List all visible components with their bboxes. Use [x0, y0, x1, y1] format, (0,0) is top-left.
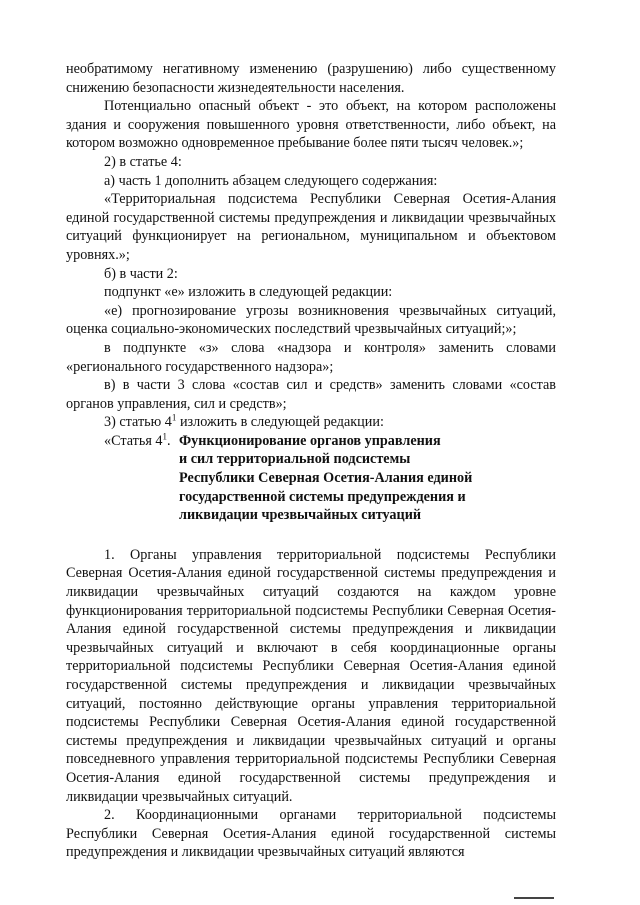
paragraph-quote-forecast: «е) прогнозирование угрозы возникновения чрезвычайных ситуаций, оценка социально-экономических последствий чрезвычайных ситуаций;»; [66, 302, 556, 338]
paragraph-item-2a: а) часть 1 дополнить абзацем следующего содержания: [104, 172, 438, 189]
article-title-line: Функционирование органов управления [179, 432, 441, 449]
paragraph-item-3: 3) статью $4^1$ изложить в следующей редакции: [104, 412, 384, 431]
article-heading [66, 432, 556, 525]
paragraph-item-2b: б) в части 2: [104, 265, 178, 282]
paragraph-continuation: необратимому негативному изменению (разрушению) либо существенному снижению безопасности жизнедеятельности населения. [66, 61, 556, 96]
paragraph-hazardous-object: Потенциально опасный объект - это объект, на котором расположены здания и сооружения повышенного уровня ответственности, либо объект, на котором возможно одновременное пребывание более пяти тысяч человек.»; [66, 98, 556, 152]
paragraph-item-2v: в) в части 3 слова «состав сил и средств» заменить словами «состав органов управления, сил и средств»; [66, 377, 556, 412]
paragraph-subitem-z: в подпункте «з» слова «надзора и контроля» заменить словами «регионального государственного надзора»; [66, 339, 556, 375]
article-title-line: Республики Северная Осетия-Алания единой [179, 470, 473, 487]
article-title-line: ликвидации чрезвычайных ситуаций [179, 507, 422, 524]
article-title-line: государственной системы предупреждения и [179, 488, 466, 505]
article-title [179, 432, 472, 525]
superscript-number: 1 [171, 412, 177, 423]
article-title-line: и сил территориальной подсистемы [179, 451, 411, 468]
paragraph-quote-territorial: «Территориальная подсистема Республики Северная Осетия-Алания единой государственной системы предупреждения и ликвидации чрезвычайных ситуаций функционирует на региональном, муниципальном и объектовом уровнях.»; [66, 191, 556, 263]
paragraph-article-part-1: 1. Органы управления территориальной подсистемы Республики Северная Осетия-Алания единой государственной системы предупреждения и ликвидации чрезвычайных ситуаций создаются на каждом уровне функционирования территориальной подсистемы Республики Северная Осетия-Алания единой государственной системы предупреждения и ликвидации чрезвычайных ситуаций и включают в себя координационные органы территориальной подсистемы Республики Северная Осетия-Алания единой государственной системы предупреждения и ликвидации чрезвычайных ситуаций, постоянно действующие органы управления территориальной подсистемы Республики Северная Осетия-Алания единой государственной системы предупреждения и ликвидации чрезвычайных ситуаций и органы повседневного управления территориальной подсистемы Республики Северная Осетия-Алания единой государственной системы предупреждения и ликвидации чрезвычайных ситуаций. [66, 546, 556, 805]
article-superscript: 1 [162, 431, 168, 442]
spacer [66, 525, 556, 546]
paragraph-item-2: 2) в статье 4: [104, 153, 182, 170]
paragraph-article-part-2: 2. Координационными органами территориальной подсистемы Республики Северная Осетия-Алания единой государственной системы предупреждения и ликвидации чрезвычайных ситуаций являются [66, 807, 556, 861]
paragraph-subitem-e: подпункт «е» изложить в следующей редакции: [104, 284, 393, 301]
page-mark [514, 897, 554, 899]
article-number: «Статья $4^1$. [104, 431, 175, 449]
